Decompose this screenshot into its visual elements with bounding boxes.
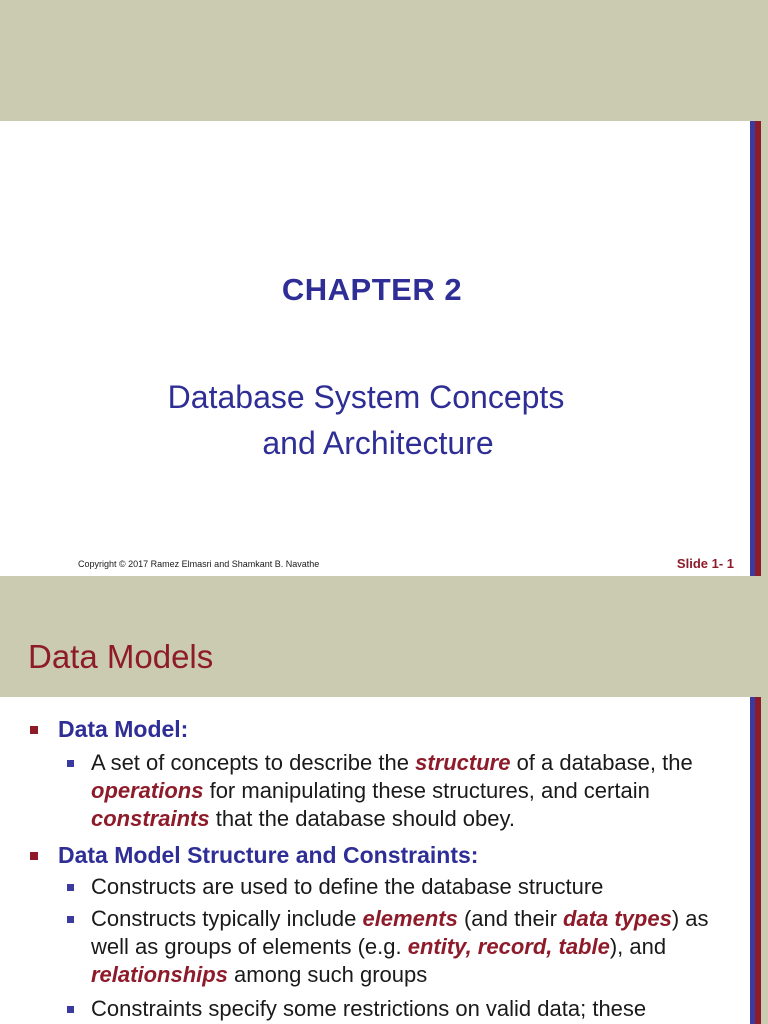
square-bullet-icon <box>30 726 38 734</box>
bullet-data-model-definition: A set of concepts to describe the structure of a database, the operations for manipulating these structures, and certain constraints that the database should obey. <box>0 749 730 833</box>
slide-title: Data Models <box>28 638 214 675</box>
header-band <box>0 0 768 121</box>
chapter-subtitle <box>0 374 744 466</box>
subtitle-line-1: Database System Concepts <box>167 379 565 415</box>
square-bullet-icon <box>67 760 74 767</box>
square-bullet-icon <box>30 852 38 860</box>
copyright-text: Copyright © 2017 Ramez Elmasri and Shamkant B. Navathe <box>78 559 320 569</box>
bullet-constraints-specify: Constraints specify some restrictions on valid data; these <box>0 995 730 1023</box>
square-bullet-icon <box>67 916 74 923</box>
square-bullet-icon <box>67 1006 74 1013</box>
chapter-title: CHAPTER 2 <box>281 272 463 307</box>
slide-number: Slide 1- 1 <box>676 556 734 571</box>
subtitle-line-2: and Architecture <box>262 425 494 461</box>
bullet-structure-constraints: Data Model Structure and Constraints: <box>0 839 730 871</box>
bullet-constructs-include: Constructs typically include elements (and their data types) as well as groups of elements (e.g. entity, record, table), and relationships among such groups <box>0 905 730 989</box>
bullet-list <box>0 713 730 1023</box>
square-bullet-icon <box>67 884 74 891</box>
bullet-data-model: Data Model: <box>0 713 730 745</box>
slide-2 <box>0 576 768 1024</box>
side-stripe <box>750 121 768 576</box>
side-stripe <box>750 697 768 1024</box>
header-band <box>0 576 768 697</box>
bullet-constructs-define: Constructs are used to define the database structure <box>0 873 730 901</box>
